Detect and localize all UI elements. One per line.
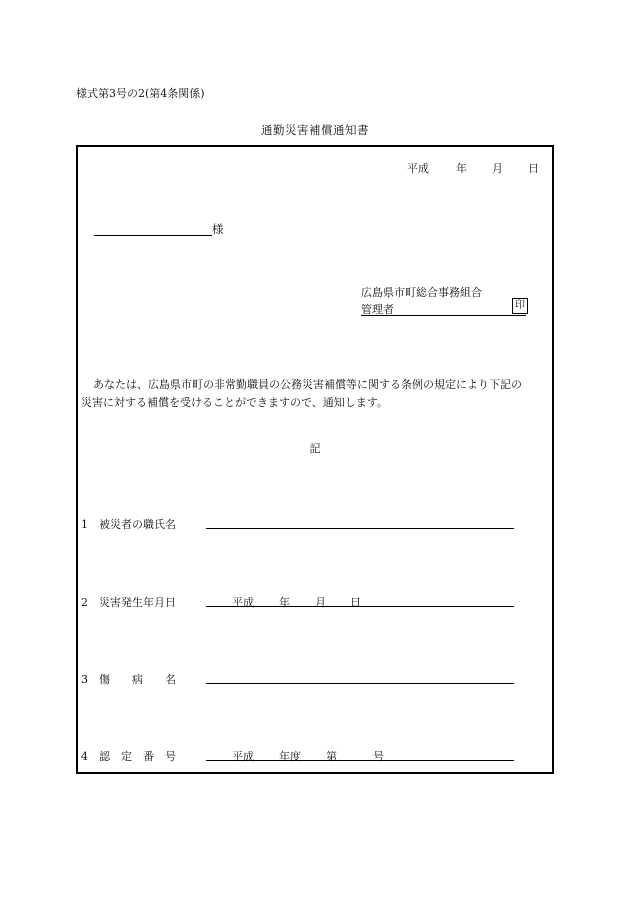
document-title: 通勤災害補償通知書 <box>261 123 369 137</box>
item-certification-go-label: 号 <box>373 750 384 763</box>
item-certification-dai-label: 第 <box>326 750 337 763</box>
notice-body-line: あなたは、広島県市町の非常勤職員の公務災害補償等に関する条例の規定により下記の <box>93 378 522 391</box>
item-occurrence-line[interactable] <box>206 606 514 607</box>
seal-mark: 印 <box>512 298 528 314</box>
item-occurrence-day-label: 日 <box>350 596 361 609</box>
item-occurrence-label: 2 災害発生年月日 <box>81 596 176 609</box>
addressee-name-line[interactable] <box>94 235 212 236</box>
addressee-honorific: 様 <box>212 222 224 236</box>
notice-body-line: 災害に対する補償を受けることができますので、通知します。 <box>81 396 388 409</box>
notice-body <box>81 376 551 412</box>
item-certification-label: 4 認 定 番 号 <box>81 750 176 763</box>
administrator-name-line <box>361 315 526 316</box>
item-victim-line[interactable] <box>206 528 514 529</box>
date-day-label: 日 <box>528 162 539 175</box>
item-certification-fiscal-year-label: 年度 <box>279 750 301 763</box>
item-occurrence-year-label: 年 <box>279 596 290 609</box>
item-certification-line[interactable] <box>206 760 514 761</box>
administrator-label: 管理者 <box>361 303 394 316</box>
date-month-label: 月 <box>492 162 503 175</box>
item-certification-era: 平成 <box>232 750 254 763</box>
item-occurrence-era: 平成 <box>232 596 254 609</box>
item-injury-label: 3 傷 病 名 <box>81 673 176 686</box>
date-era: 平成 <box>407 162 429 175</box>
item-occurrence-month-label: 月 <box>315 596 326 609</box>
item-injury-line[interactable] <box>206 683 514 684</box>
form-reference: 様式第3号の2(第4条関係) <box>76 87 205 100</box>
date-year-label: 年 <box>456 162 467 175</box>
ki-heading: 記 <box>309 442 321 455</box>
issuer-organization: 広島県市町総合事務組合 <box>361 286 482 299</box>
item-victim-label: 1 被災者の職氏名 <box>81 518 176 531</box>
